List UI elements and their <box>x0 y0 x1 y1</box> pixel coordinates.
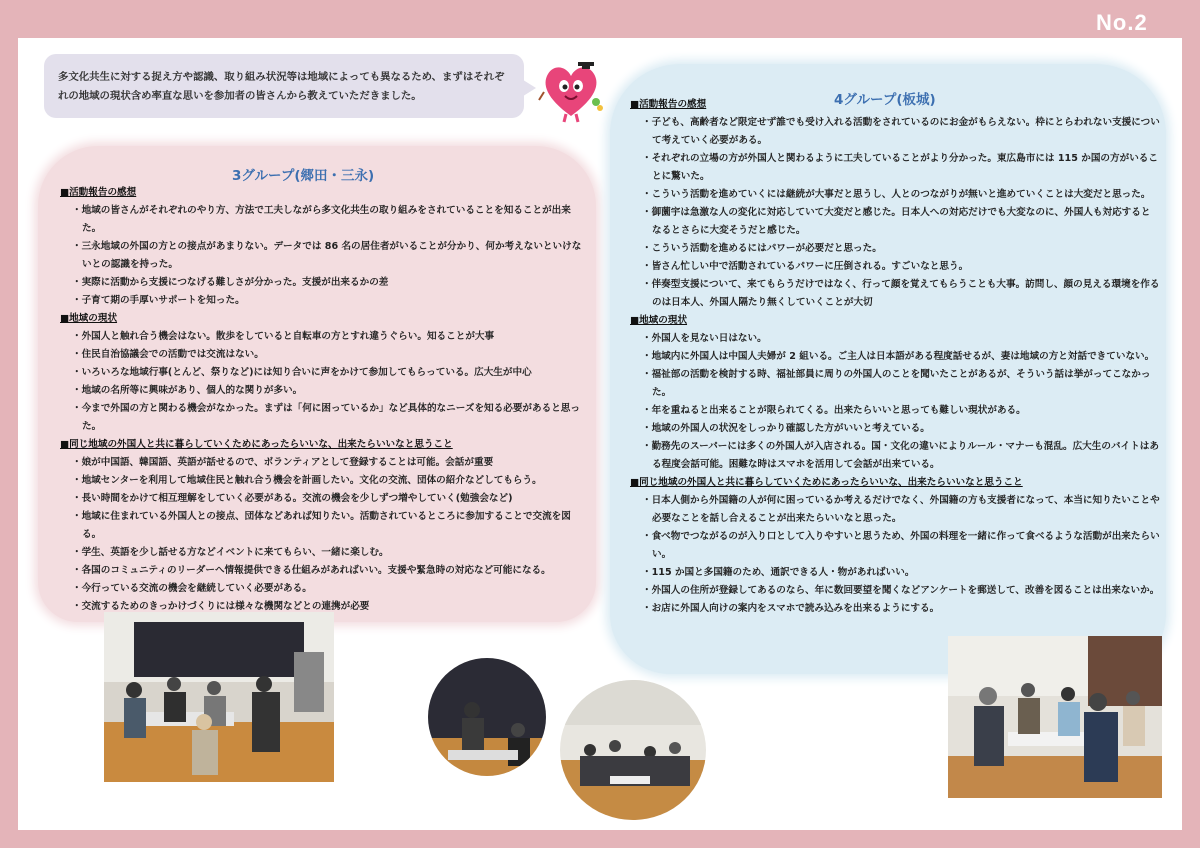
list-item: ・ 福祉部の活動を検討する時、福祉部員に周りの外国人のことを聞いたことがあるが、そういう話は挙がってこなかった。 <box>630 366 1160 402</box>
group4-section-heading: ■地域の現状 <box>630 315 688 326</box>
group-photo-circle-left <box>428 658 546 776</box>
intro-bubble <box>44 54 524 118</box>
group3-section-heading: ■同じ地域の外国人と共に暮らしていくためにあったらいいな、出来たらいいなと思うこと <box>60 439 453 450</box>
list-item: ・ 地域内に外国人は中国人夫婦が 2 組いる。ご主人は日本語がある程度話せるが、妻は地域の方と対話できていない。 <box>630 348 1160 366</box>
group3-content <box>60 184 590 616</box>
list-item: ・ 娘が中国語、韓国語、英語が話せるので、ボランティアとして登録することは可能。会話が重要 <box>60 454 590 472</box>
list-item: ・ 外国人を見ない日はない。 <box>630 330 1160 348</box>
list-item: ・ 地域センターを利用して地域住民と触れ合う機会を計画したい。文化の交流、団体の紹介などしてもらう。 <box>60 472 590 490</box>
group-photo-circle-right <box>560 680 706 820</box>
list-item: ・ 地域に住まれている外国人との接点、団体などあれば知りたい。活動されているところに参加することで交流を図る。 <box>60 508 590 544</box>
page-number: No.2 <box>1096 10 1148 35</box>
list-item: ・ 勤務先のスーパーには多くの外国人が入店される。国・文化の違いによりルール・マナーも混乱。広大生のバイトはある程度会話可能。困難な時はスマホを活用して会話が出来ている。 <box>630 438 1160 474</box>
list-item: ・ お店に外国人向けの案内をスマホで読み込みを出来るようにする。 <box>630 600 1160 618</box>
list-item: ・ こういう活動を進めていくには継続が大事だと思うし、人とのつながりが無いと進めていくことは大変だと思った。 <box>630 186 1160 204</box>
list-item: ・ 地域の外国人の状況をしっかり確認した方がいいと考えている。 <box>630 420 1160 438</box>
list-item: ・ 皆さん忙しい中で活動されているパワーに圧倒される。すごいなと思う。 <box>630 258 1160 276</box>
list-item: ・ 御薗宇は急激な人の変化に対応していて大変だと感じた。日本人への対応だけでも大変なのに、外国人も対応するとなるとさらに大変そうだと感じた。 <box>630 204 1160 240</box>
group3-title: 3グループ(郷田・三永) <box>232 168 375 184</box>
group3-section-heading: ■地域の現状 <box>60 313 118 324</box>
group3-section-heading: ■活動報告の感想 <box>60 187 137 198</box>
list-item: ・ 115 か国と多国籍のため、通訳できる人・物があればいい。 <box>630 564 1160 582</box>
list-item: ・ 各国のコミュニティのリーダーへ情報提供できる仕組みがあればいい。支援や緊急時の対応など可能になる。 <box>60 562 590 580</box>
list-item: ・ 外国人と触れ合う機会はない。散歩をしていると自転車の方とすれ違うぐらい。知ることが大事 <box>60 328 590 346</box>
intro-text: 多文化共生に対する捉え方や認識、取り組み状況等は地域によっても異なるため、まずはそれぞれの地域の現状含め率直な思いを参加者の皆さんから教えていただきました。 <box>58 71 505 102</box>
list-item: ・ 年を重ねると出来ることが限られてくる。出来たらいいと思っても難しい現状がある。 <box>630 402 1160 420</box>
intro-bubble-tail <box>520 78 536 98</box>
list-item: ・ 学生、英語を少し話せる方などイベントに来てもらい、一緒に楽しむ。 <box>60 544 590 562</box>
list-item: ・ 外国人の住所が登録してあるのなら、年に数回要望を聞くなどアンケートを郵送して、改善を図ることは出来ないか。 <box>630 582 1160 600</box>
list-item: ・ 実際に活動から支援につなげる難しさが分かった。支援が出来るかの差 <box>60 274 590 292</box>
list-item: ・ 三永地域の外国の方との接点があまりない。データでは 86 名の居住者がいることが分かり、何か考えないといけないとの認識を持った。 <box>60 238 590 274</box>
group4-section-heading: ■活動報告の感想 <box>630 99 707 110</box>
group4-title: 4グループ(板城) <box>834 92 936 108</box>
list-item: ・ 子ども、高齢者など限定せず誰でも受け入れる活動をされているのにお金がもらえない。枠にとらわれない支援について考えていく必要がある。 <box>630 114 1160 150</box>
list-item: ・ 長い時間をかけて相互理解をしていく必要がある。交流の機会を少しずつ増やしていく(勉強会など) <box>60 490 590 508</box>
list-item: ・ 今まで外国の方と関わる機会がなかった。まずは「何に困っているか」など具体的なニーズを知る必要があると思った。 <box>60 400 590 436</box>
list-item: ・ 今行っている交流の機会を継続していく必要がある。 <box>60 580 590 598</box>
list-item: ・ 日本人側から外国籍の人が何に困っているか考えるだけでなく、外国籍の方も支援者になって、本当に知りたいことや必要なことを話し合えることが出来たらいいなと思った。 <box>630 492 1160 528</box>
group3-workshop-photo <box>104 612 334 782</box>
heart-mascot-icon <box>538 58 604 124</box>
group4-section-heading: ■同じ地域の外国人と共に暮らしていくためにあったらいいな、出来たらいいなと思うこと <box>630 477 1023 488</box>
list-item: ・ それぞれの立場の方が外国人と関わるように工夫していることがより分かった。東広島市には 115 か国の方がいることに驚いた。 <box>630 150 1160 186</box>
list-item: ・ 地域の名所等に興味があり、個人的な関りが多い。 <box>60 382 590 400</box>
list-item: ・ 交流するためのきっかけづくりには様々な機関などとの連携が必要 <box>60 598 590 616</box>
list-item: ・ いろいろな地域行事(とんど、祭りなど)には知り合いに声をかけて参加してもらっている。広大生が中心 <box>60 364 590 382</box>
list-item: ・ 子育て期の手厚いサポートを知った。 <box>60 292 590 310</box>
group4-workshop-photo <box>948 636 1162 798</box>
list-item: ・ 地域の皆さんがそれぞれのやり方、方法で工夫しながら多文化共生の取り組みをされていることを知ることが出来た。 <box>60 202 590 238</box>
list-item: ・ 伴奏型支援について、来てもらうだけではなく、行って顔を覚えてもらうことも大事。訪問し、顔の見える環境を作るのは日本人、外国人隔たり無くしていくことが大切 <box>630 276 1160 312</box>
group4-content <box>630 96 1160 618</box>
list-item: ・ こういう活動を進めるにはパワーが必要だと思った。 <box>630 240 1160 258</box>
list-item: ・ 住民自治協議会での活動では交流はない。 <box>60 346 590 364</box>
list-item: ・ 食べ物でつながるのが入り口として入りやすいと思うため、外国の料理を一緒に作って食べるような活動が出来たらいい。 <box>630 528 1160 564</box>
